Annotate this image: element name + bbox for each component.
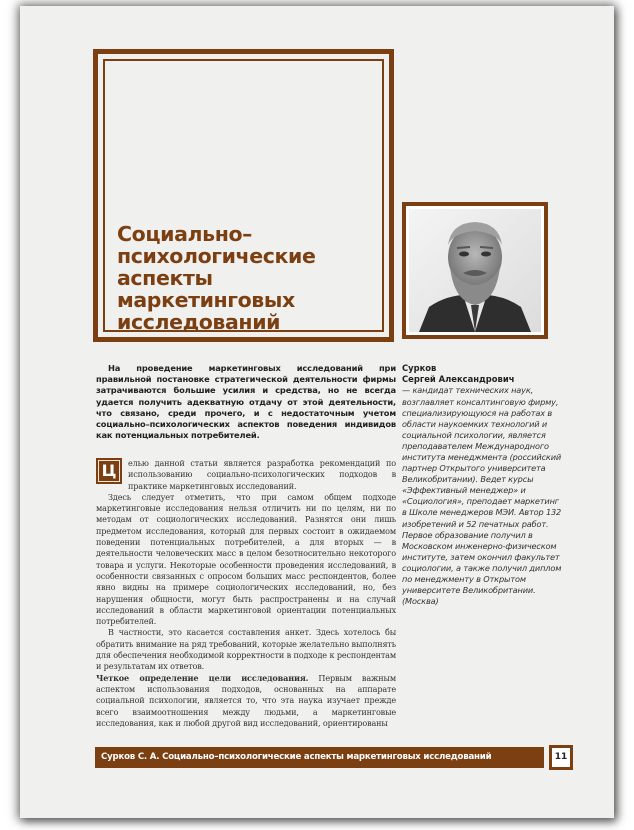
author-info: [402, 363, 562, 607]
title-frame: [93, 49, 394, 342]
author-bio: — кандидат технических наук, возглавляет консалтинговую фирму, специализирующуюся на работах в области наукоемких технологий и социальной психологии, является преподавателем Международного института менеджмента (российский партнер Открытого университета Великобритании). Ведет курсы «Эффективный менеджер» и «Социология», преподает маркетинг в Школе менеджеров МЭИ. Автор 132 изобретений и 52 печатных работ. Первое образование получил в Московском инженерно-физическом институте, затем окончил факультет социологии, а также получил диплом по менеджменту в Открытом университете Великобритании. (Москва): [402, 385, 562, 607]
author-portrait-image: [409, 209, 541, 332]
body-paragraph: Здесь следует отметить, что при самом общем подходе маркетинговые исследования нельзя отличить ни по целям, ни по методам от социологических исследований. Разнятся они лишь предметом исследования, который для первых состоит в ожидаемом поведении потенциальных потребителей, а для вторых — в деятельности человеческих масс в целом безотносительно некоторого товара и услуги. Некоторые особенности проведения исследований, в особенности связанных с опросом больших масс респондентов, более явно видны на примере социологических исследований, но, без нарушения общности, могут быть распространены и на случай исследований в области маркетинговой ориентации потенциальных потребителей.: [96, 491, 396, 627]
page-number-box: [549, 745, 573, 770]
section-lead: Четкое определение цели исследования.: [96, 672, 309, 683]
body-paragraph: елью данной статьи является разработка рекомендаций по использованию социально-психологических подходов в практике маркетинговых исследований.: [128, 458, 396, 491]
author-surname: Сурков: [402, 363, 437, 373]
article-abstract: На проведение маркетинговых исследований при правильной постановке стратегической деятельности фирмы затрачиваются большие усилия и средства, но не всегда удается получить адекватную отдачу от этой деятельности, что связано, среди прочего, и с недостаточным учетом социально–психологических аспектов поведения индивидов как потенциальных потребителей.: [96, 363, 396, 441]
title-inner-frame: [103, 59, 384, 332]
article-body: [96, 458, 396, 729]
page-number: 11: [552, 748, 570, 767]
title-line: исследований: [117, 310, 281, 334]
magazine-page: [20, 6, 614, 818]
author-given-names: Сергей Александрович: [402, 374, 515, 385]
title-line: психологические: [117, 244, 316, 268]
author-photo: [409, 209, 541, 332]
drop-cap-letter: Ц: [98, 460, 120, 482]
title-line: Социально–: [117, 222, 252, 246]
running-title: Сурков С. А. Социально–психологические аспекты маркетинговых исследований: [101, 752, 492, 762]
body-paragraph: В частности, это касается составления анкет. Здесь хотелось бы обратить внимание на ряд требований, которые желательно выполнять для обеспечения необходимой корректности в подходе к респондентам и результатам их ответов.: [96, 627, 396, 672]
drop-cap: [96, 458, 122, 484]
footer-bar: [95, 747, 544, 768]
section-text: Первым важным аспектом использования подходов, основанных на аппарате социальной психологии, является то, что эта наука изучает прежде всего взаимоотношения между людьми, а маркетинговые исследования, как и любой другой вид исследований, ориентированы: [96, 672, 396, 728]
body-paragraph: [96, 673, 396, 729]
title-line: маркетинговых: [117, 288, 295, 312]
article-title: [117, 223, 315, 333]
author-photo-frame: [402, 202, 548, 339]
title-line: аспекты: [117, 266, 213, 290]
